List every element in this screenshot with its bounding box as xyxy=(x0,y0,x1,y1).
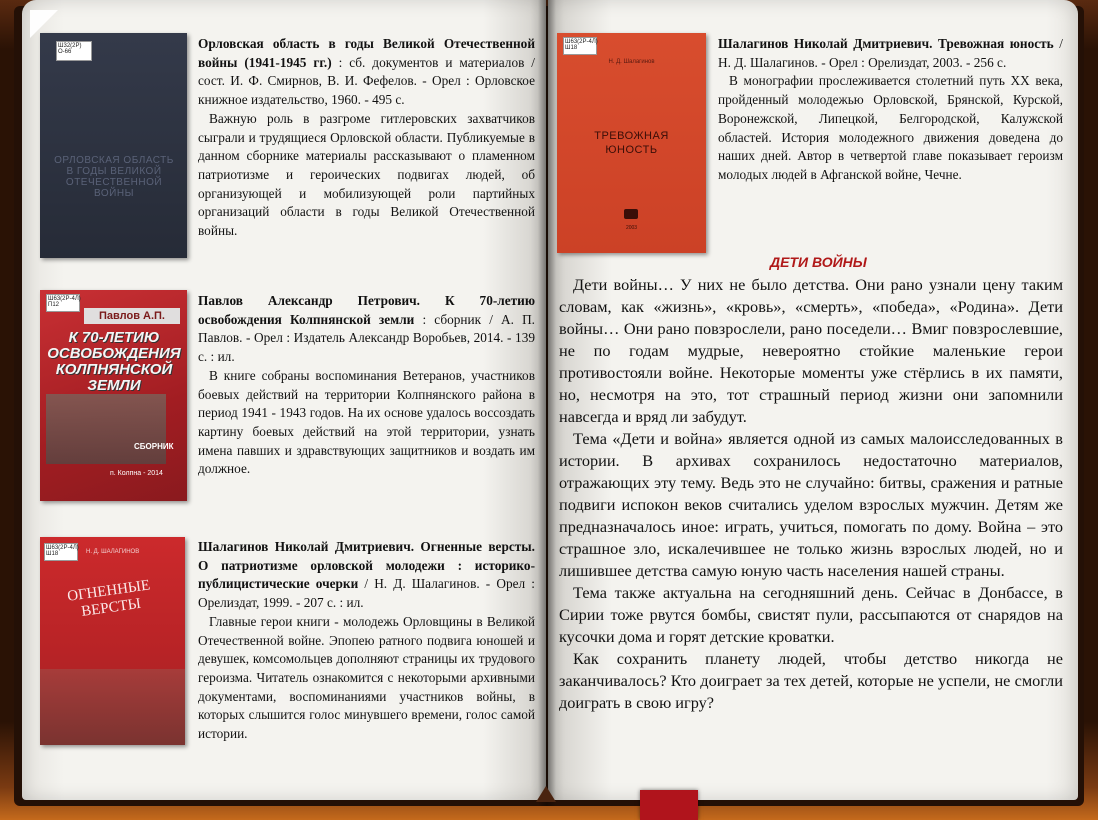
article-paragraph: Тема также актуальна на сегодняшний день. Сейчас в Донбассе, в Сирии тоже рвутся бомбы, свистят пули, рассыпаются от снарядов на кусочки дома и горят детские кроватки. xyxy=(559,583,1063,646)
cover-footer: 2003 xyxy=(625,225,638,231)
article-paragraph: Как сохранить планету людей, чтобы детство никогда не заканчивалось? Кто доиграет за тех детей, которые не успели, не смогли доиграть в свою игру? xyxy=(559,649,1063,712)
cover-title: ТРЕВОЖНАЯ ЮНОСТЬ xyxy=(594,130,669,156)
cover-title: ОРЛОВСКАЯ ОБЛАСТЬ В ГОДЫ ВЕЛИКОЙ ОТЕЧЕСТВЕННОЙ ВОЙНЫ xyxy=(54,155,174,199)
book-annotation: Главные герои книги - молодежь Орловщины в Великой Отечественной войне. Эпопею ратного подвига юношей и девушек, комсомольцев дополняют страницы их трудового героизма. Читатель ознакомится с некоторыми архивными документами, воспоминаниями участников войны, в которых слышится голос минувшего времени, голос самой истории. xyxy=(198,613,535,742)
book-entry xyxy=(198,538,535,744)
book-cover-image xyxy=(40,537,185,745)
library-sticker: Ш63(2Р-4Л) Ш18 xyxy=(44,543,78,561)
cover-title: ОГНЕННЫЕ ВЕРСТЫ xyxy=(66,577,152,621)
book-cover-image xyxy=(40,290,187,501)
cover-subtitle: СБОРНИК xyxy=(134,442,174,451)
publisher-logo xyxy=(624,209,638,219)
book-spine xyxy=(538,0,556,806)
book-citation: : сб. документов и материалов / сост. И. Ф. Смирнов, В. И. Фефелов. - Орел : Орловское книжное издательство, 1960. - 495 с. xyxy=(198,54,535,108)
book-entry xyxy=(198,35,535,241)
cover-title: К 70-ЛЕТИЮ ОСВОБОЖДЕНИЯ КОЛПНЯНСКОЙ ЗЕМЛИ xyxy=(47,329,181,394)
book-annotation: В монографии прослеживается столетний путь XX века, пройденный молодежью Орловской, Брянской, Курской, Воронежской, Липецкой, Белгородской, Калужской областей. История молодежного движения доведена до наших дней. Автор в четвертой главе показывает героизм молодых людей в Афганской войне, Чечне. xyxy=(718,73,1063,182)
book-title: Орловская область в годы Великой Отечественной войны (1941-1945 гг.) xyxy=(198,36,535,70)
library-sticker: Ш63(2Р-4Л) П12 xyxy=(46,294,80,312)
book-annotation: Важную роль в разгроме гитлеровских захватчиков сыграли и трудящиеся Орловской области. Публикуемые в данном сборнике материалы рассказывают о пламенном патриотизме и героических подвигах людей, об организующей и мобилизующей роли партийных организаций области в годы Великой Отечественной войны. xyxy=(198,110,535,239)
library-sticker: Ш63(2Р-4Л) Ш18 xyxy=(563,37,597,55)
book-title: Шалагинов Николай Дмитриевич. Огненные версты. О патриотизме орловской молодежи : историко-публицистические очерки xyxy=(198,539,535,592)
book-annotation: В книге собраны воспоминания Ветеранов, участников боевых действий на территории Колпнянского района в период 1941 - 1943 годов. На их основе удалось воссоздать картину боевых действий на этой территории, узнать имена павших и здравствующих защитников и воздать им должное. xyxy=(198,367,535,477)
cover-photo xyxy=(46,394,166,464)
book-cover-image xyxy=(40,33,187,258)
section-heading: ДЕТИ ВОЙНЫ xyxy=(770,254,867,270)
book-entry xyxy=(718,35,1063,185)
cover-author: Н. Д. Шалагинов xyxy=(608,59,655,65)
cover-photo xyxy=(40,669,185,745)
book-entry xyxy=(198,292,535,479)
book-citation: / Н. Д. Шалагинов. - Орел : Орелиздат, 2003. - 256 с. xyxy=(718,36,1063,70)
book-citation: / Н. Д. Шалагинов. - Орел : Орелиздат, 1999. - 207 с. : ил. xyxy=(198,576,535,611)
book-cover-image xyxy=(557,33,706,253)
cover-footer: п. Колпна - 2014 xyxy=(110,470,163,477)
spine-foot xyxy=(536,786,556,802)
book-title: Павлов Александр Петрович. К 70-летию освобождения Колпнянской земли xyxy=(198,293,535,327)
article-text xyxy=(559,274,1063,714)
cover-author: Н. Д. ШАЛАГИНОВ xyxy=(86,549,140,555)
article-paragraph: Тема «Дети и война» является одной из самых малоисследованных в истории. В архивах сохранилось недостаточно материалов, отражающих эту тему. Ведь это не случайно: битвы, сражения и ратные подвиги испокон веков считались уделом взрослых мужчин. Детям же предназначалось иное: играть, учиться, помогать по дому. Война – это страшное зло, искалечившее не только жизнь взрослых людей, но и лишившее детства самую юную часть населения нашей страны. xyxy=(559,429,1063,580)
book-title: Шалагинов Николай Дмитриевич. Тревожная юность xyxy=(718,36,1054,51)
cover-author: Павлов А.П. xyxy=(84,308,180,324)
article-paragraph: Дети войны… У них не было детства. Они рано узнали цену таким словам, как «жизнь», «кровь», «смерть», «победа», «Родина». Дети войны… Они рано повзрослели, рано поседели… Вмиг повзрослевшие, не по годам мудрые, невероятно стойкие маленькие герои противостояли войне. Некоторые моменты уже стёрлись в их памяти, но, несмотря на это, тот страшный период жизни они запомнили навсегда и вряд ли забудут. xyxy=(559,275,1063,426)
library-sticker: Ш32(2Р) О-66 xyxy=(56,41,92,61)
book-citation: : сборник / А. П. Павлов. - Орел : Издатель Александр Воробьев, 2014. - 139 с. : ил. xyxy=(198,311,535,365)
bookmark-ribbon xyxy=(640,790,698,820)
